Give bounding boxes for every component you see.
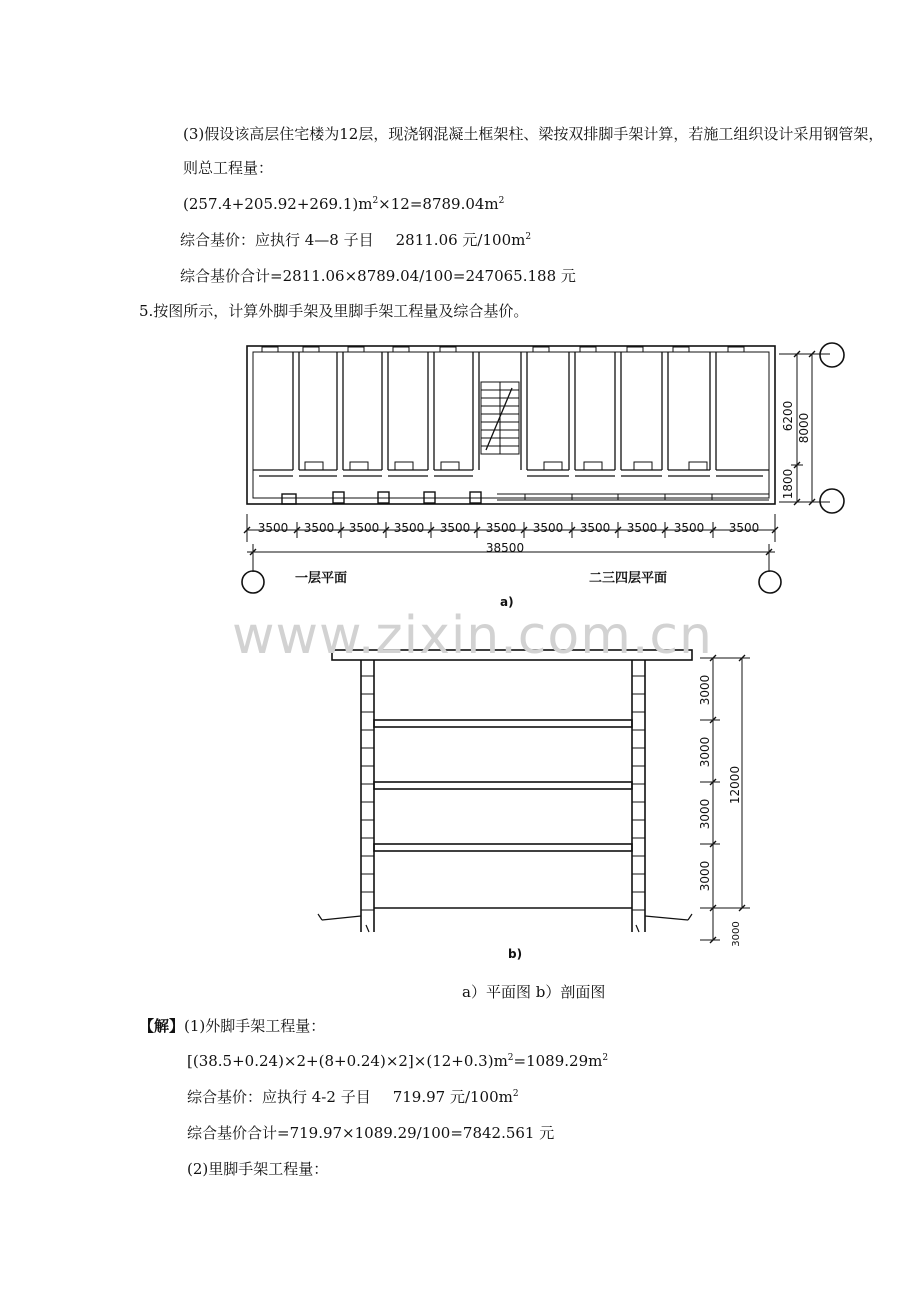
story-height-label: 3000 xyxy=(698,674,712,706)
axis-marker-bottom-right xyxy=(820,489,844,513)
bay-label: 3500 xyxy=(485,521,517,535)
story-height-label: 3000 xyxy=(698,798,712,830)
plan-title-upper-floors: 二三四层平面 xyxy=(589,571,668,586)
formula-part: (257.4+205.92+269.1)m xyxy=(183,195,373,213)
solution-heading xyxy=(139,1016,325,1036)
story-height-label: 3000 xyxy=(698,860,712,892)
base-price-value: 719.97 元/100m xyxy=(392,1088,513,1106)
formula-part: ×12=8789.04m xyxy=(378,195,499,213)
base-price-total-text: 综合基价合计=719.97×1089.29/100=7842.561 元 xyxy=(187,1124,555,1142)
depth-label-1800: 1800 xyxy=(781,468,795,500)
assumption-text: (3)假设该高层住宅楼为12层，现浇钢混凝土框架柱、梁按双排脚手架计算，若施工组织设计采用钢管架， xyxy=(183,125,884,143)
solution-title: (1)外脚手架工程量： xyxy=(184,1017,326,1035)
plan-outer-wall xyxy=(247,346,775,504)
depth-label-8000: 8000 xyxy=(797,412,811,444)
superscript: 2 xyxy=(498,196,505,206)
base-price-value: 2811.06 元/100m xyxy=(395,231,526,249)
formula-part: =1089.29m xyxy=(513,1052,603,1070)
section-sub-label: b) xyxy=(508,947,523,961)
figure-caption: a）平面图 b）剖面图 xyxy=(462,983,606,1001)
section-left-column xyxy=(361,660,374,932)
bay-label: 3500 xyxy=(626,521,658,535)
solution-bracket: 【解】 xyxy=(139,1017,185,1035)
superscript: 2 xyxy=(602,1053,609,1063)
bay-label: 3500 xyxy=(393,521,425,535)
plan-sub-label: a) xyxy=(500,595,514,609)
bay-label: 3500 xyxy=(303,521,335,535)
bay-label: 3500 xyxy=(257,521,289,535)
bay-label: 3500 xyxy=(728,521,760,535)
question-5-text: 5.按图所示，计算外脚手架及里脚手架工程量及综合基价。 xyxy=(139,302,529,320)
internal-scaffold-text: (2)里脚手架工程量： xyxy=(187,1160,329,1178)
axis-marker-bottom-right-plan xyxy=(759,571,781,593)
depth-label-6200: 6200 xyxy=(781,400,795,432)
section-right-column xyxy=(632,660,645,932)
bay-label: 3500 xyxy=(532,521,564,535)
bay-label: 3500 xyxy=(439,521,471,535)
bay-label: 3500 xyxy=(579,521,611,535)
base-price-total-text: 综合基价合计=2811.06×8789.04/100=247065.188 元 xyxy=(180,267,576,285)
superscript: 2 xyxy=(372,196,379,206)
story-height-label: 3000 xyxy=(698,736,712,768)
axis-marker-top-right xyxy=(820,343,844,367)
bay-label: 3500 xyxy=(673,521,705,535)
watermark: www.zixin.com.cn xyxy=(232,606,713,666)
total-height-label: 12000 xyxy=(728,765,742,805)
paragraph-base-price-total-2 xyxy=(187,1123,554,1143)
superscript: 2 xyxy=(512,1089,519,1099)
plan-total-length-label: 38500 xyxy=(485,541,525,555)
paragraph-base-price-2 xyxy=(187,1087,519,1107)
superscript: 2 xyxy=(525,232,532,242)
plan-title-first-floor: 一层平面 xyxy=(295,571,348,586)
superscript: 2 xyxy=(507,1053,514,1063)
axis-marker-bottom-left xyxy=(242,571,264,593)
plan-doors xyxy=(305,462,707,470)
base-price-label: 综合基价：应执行 4-2 子目 xyxy=(187,1088,371,1106)
formula-external-scaffold xyxy=(187,1051,608,1071)
formula-part: [(38.5+0.24)×2+(8+0.24)×2]×(12+0.3)m xyxy=(187,1052,508,1070)
section-floor-beams xyxy=(374,720,632,908)
stair-icon xyxy=(481,382,519,454)
plan-top-windows xyxy=(262,347,744,352)
total-quantity-text: 则总工程量： xyxy=(183,159,274,177)
paragraph-internal-scaffold xyxy=(187,1159,328,1179)
base-price-label: 综合基价：应执行 4—8 子目 xyxy=(180,231,374,249)
below-ground-label: 3000 xyxy=(731,921,742,947)
bay-label: 3500 xyxy=(348,521,380,535)
plan-upper-windows xyxy=(497,494,769,500)
